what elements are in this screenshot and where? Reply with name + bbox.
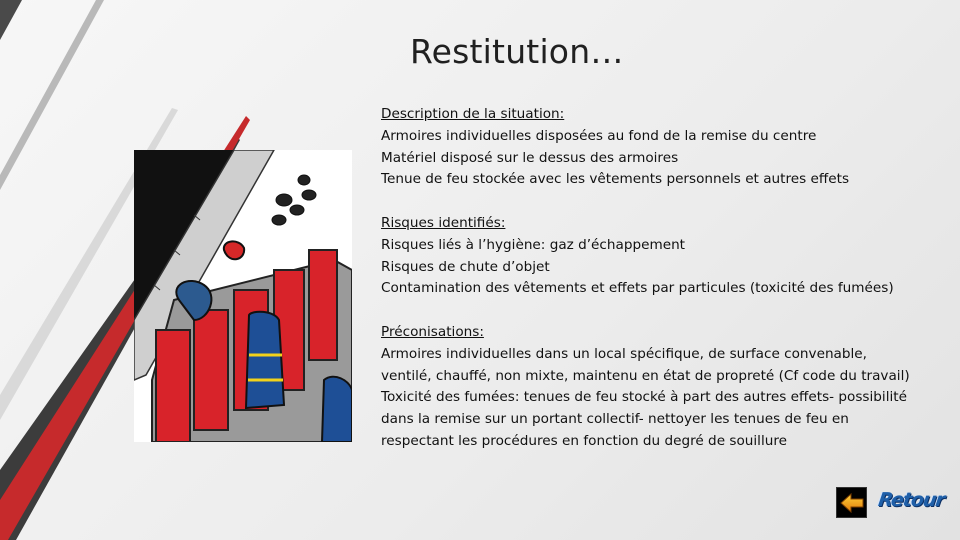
risques-line: Contamination des vêtements et effets par particules (toxicité des fumées) <box>381 280 894 297</box>
retour-button[interactable]: Retour <box>876 489 946 511</box>
spacer <box>381 191 911 213</box>
arrow-left-icon <box>840 493 864 513</box>
situation-line: Matériel disposé sur le dessus des armoires <box>381 149 679 166</box>
preconisations-heading: Préconisations: <box>381 323 484 340</box>
slide-content <box>381 104 911 453</box>
slide-title: Restitution… <box>410 32 624 71</box>
situation-line: Armoires individuelles disposées au fond de la remise du centre <box>381 127 817 144</box>
lockers-illustration <box>134 150 352 442</box>
risques-line: Risques liés à l’hygiène: gaz d’échappement <box>381 236 686 253</box>
situation-line: Tenue de feu stockée avec les vêtements personnels et autres effets <box>381 171 850 188</box>
risques-heading: Risques identifiés: <box>381 214 506 231</box>
preconisations-line: Toxicité des fumées: tenues de feu stocké à part des autres effets- possibilité dans la remise sur un portant collectif- nettoyer les tenues de feu en respectant les procédures en fonction du degré de souillure <box>381 389 907 449</box>
back-button[interactable] <box>836 487 867 518</box>
situation-heading: Description de la situation: <box>381 106 565 122</box>
spacer <box>381 300 911 322</box>
preconisations-line: Armoires individuelles dans un local spécifique, de surface convenable, ventilé, chauffé, non mixte, maintenu en état de propreté (Cf code du travail) <box>381 345 910 384</box>
risques-line: Risques de chute d’objet <box>381 258 550 275</box>
